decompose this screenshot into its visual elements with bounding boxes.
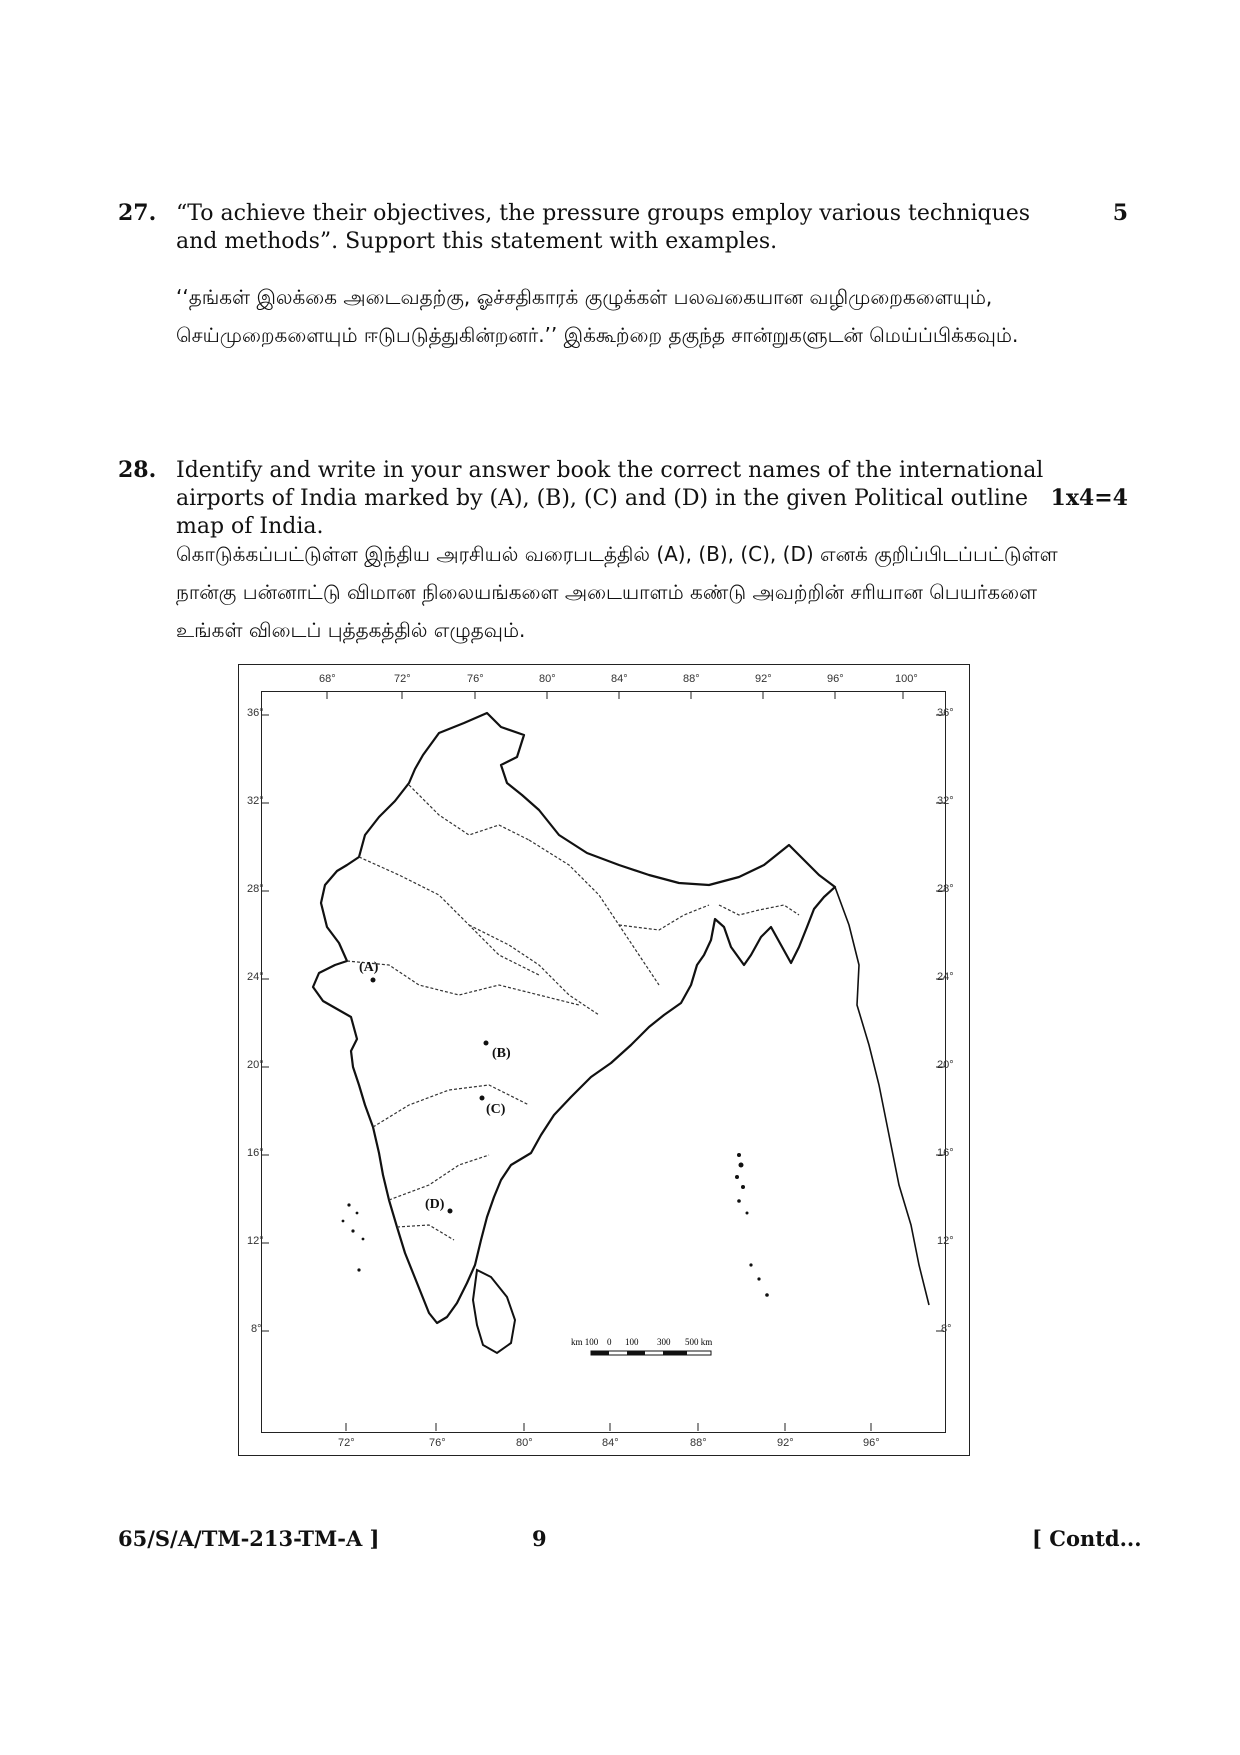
question-text: “To achieve their objectives, the pressure groups employ various techniques and methods”. Support this statement with examples. — [176, 201, 1031, 254]
latitude-label: 20° — [937, 1059, 954, 1071]
scale-label: 300 — [657, 1337, 671, 1347]
question-marks: 5 — [1112, 200, 1128, 226]
latitude-label: 36° — [247, 707, 264, 719]
lakshadweep-islands — [342, 1203, 365, 1271]
question-28 — [118, 457, 1128, 657]
scale-label: 500 km — [685, 1337, 713, 1347]
sri-lanka-outline — [473, 1270, 515, 1353]
question-text-tamil: கொடுக்கப்பட்டுள்ள இந்திய அரசியல் வரைபடத்தில் (A), (B), (C), (D) எனக் குறிப்பிடப்பட்டுள்ள நான்கு பன்னாட்டு விமான நிலையங்களை அடையாளம் கண்டு அவற்றின் சரியான பெயர்களை உங்கள் விடைப் புத்தகத்தில் எழுதவும். — [176, 542, 1058, 642]
airport-marker-b — [484, 1041, 489, 1046]
longitude-label: 84° — [602, 1437, 619, 1449]
latitude-label: 24° — [247, 971, 264, 983]
scale-label: km 100 — [571, 1337, 599, 1347]
airport-marker-c — [480, 1096, 485, 1101]
andaman-nicobar-islands — [735, 1153, 769, 1297]
airport-marker-d — [448, 1209, 453, 1214]
longitude-label: 92° — [755, 673, 772, 685]
longitude-label: 76° — [467, 673, 484, 685]
longitude-label: 72° — [338, 1437, 355, 1449]
latitude-label: 28° — [247, 883, 264, 895]
page-number: 9 — [532, 1526, 547, 1551]
longitude-label: 80° — [539, 673, 556, 685]
question-text: Identify and write in your answer book the correct names of the international airports of India marked by (A), (B), (C) and (D) in the given Political outline map of India. — [176, 458, 1044, 539]
latitude-label: 36° — [937, 707, 954, 719]
india-political-outline-map — [238, 664, 970, 1456]
scale-label: 0 — [607, 1337, 612, 1347]
map-drawing — [239, 665, 969, 1455]
latitude-label: 32° — [937, 795, 954, 807]
longitude-label: 96° — [863, 1437, 880, 1449]
marker-label-a: (A) — [359, 960, 379, 975]
continued-label: [ Contd... — [1032, 1526, 1142, 1551]
longitude-label: 96° — [827, 673, 844, 685]
latitude-label: 24° — [937, 971, 954, 983]
longitude-label: 84° — [611, 673, 628, 685]
map-scale-bar — [571, 1337, 712, 1355]
paper-code: 65/S/A/TM-213-TM-A ] — [118, 1526, 380, 1551]
scale-label: 100 — [625, 1337, 639, 1347]
latitude-label: 8° — [941, 1323, 952, 1335]
longitude-label: 80° — [516, 1437, 533, 1449]
airport-marker-a — [371, 978, 376, 983]
latitude-label: 28° — [937, 883, 954, 895]
question-marks: 1x4=4 — [1050, 485, 1128, 511]
question-number: 27. — [118, 200, 157, 226]
airport-markers — [371, 978, 489, 1214]
longitude-label: 68° — [319, 673, 336, 685]
grid-ticks — [261, 691, 944, 1431]
latitude-label: 8° — [251, 1323, 262, 1335]
longitude-label: 76° — [429, 1437, 446, 1449]
longitude-label: 88° — [683, 673, 700, 685]
latitude-label: 12° — [247, 1235, 264, 1247]
question-text-tamil: ‘‘தங்கள் இலக்கை அடைவதற்கு, ஓச்சதிகாரக் குழுக்கள் பலவகையான வழிமுறைகளையும், செய்முறைகளையும் ஈடுபடுத்துகின்றனர்.’’ இக்கூற்றை தகுந்த சான்றுகளுடன் மெய்ப்பிக்கவும். — [176, 285, 1019, 347]
latitude-label: 12° — [937, 1235, 954, 1247]
latitude-label: 16° — [247, 1147, 264, 1159]
marker-label-b: (B) — [492, 1046, 511, 1061]
india-outline — [313, 713, 835, 1323]
question-27 — [118, 200, 1128, 400]
longitude-label: 92° — [777, 1437, 794, 1449]
longitude-label: 72° — [394, 673, 411, 685]
longitude-label: 100° — [895, 673, 918, 685]
marker-label-d: (D) — [425, 1197, 445, 1212]
latitude-label: 32° — [247, 795, 264, 807]
myanmar-coast — [835, 887, 929, 1305]
state-boundaries — [347, 785, 799, 1240]
marker-label-c: (C) — [486, 1102, 506, 1117]
longitude-label: 88° — [690, 1437, 707, 1449]
latitude-label: 16° — [937, 1147, 954, 1159]
question-number: 28. — [118, 457, 157, 483]
latitude-label: 20° — [247, 1059, 264, 1071]
